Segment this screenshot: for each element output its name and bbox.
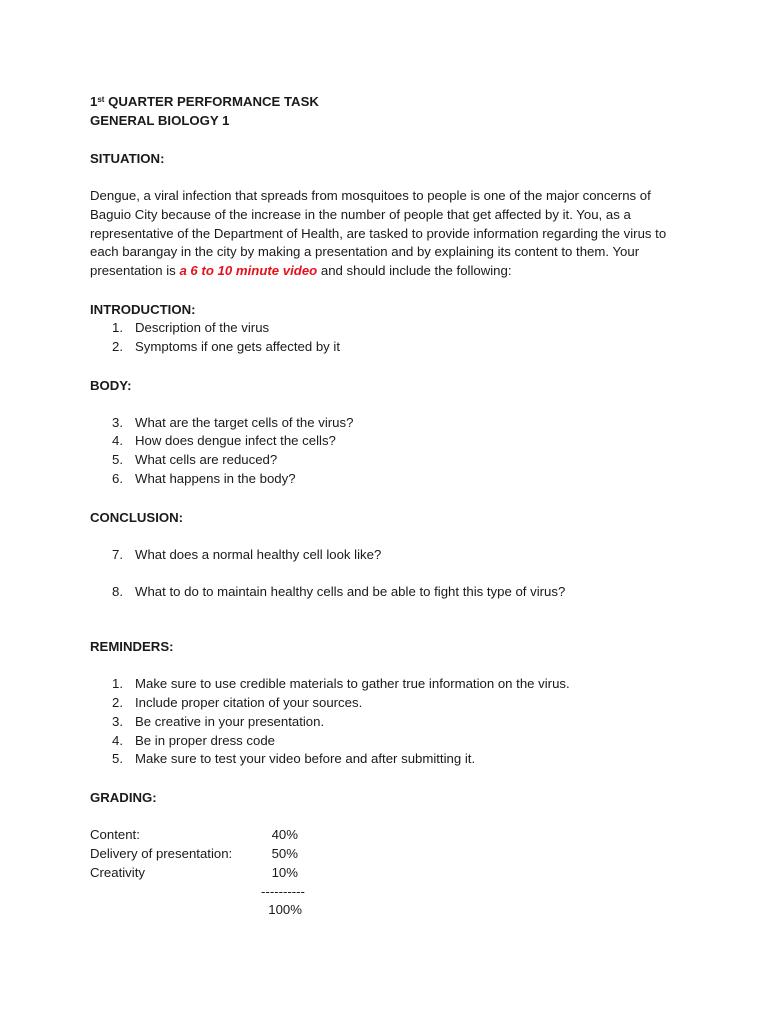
grading-heading: GRADING: <box>90 790 157 806</box>
grading-row <box>90 864 350 883</box>
item-number: 4. <box>112 732 123 748</box>
grading-row <box>90 826 350 845</box>
item-number: 1. <box>112 676 123 692</box>
situation-heading: SITUATION: <box>90 151 165 166</box>
item-text: What does a normal healthy cell look like? <box>135 546 382 562</box>
body-list <box>90 414 690 489</box>
body-heading: BODY: <box>90 377 132 393</box>
list-item <box>90 451 690 470</box>
item-number: 2. <box>112 694 123 710</box>
list-spacer <box>90 565 690 584</box>
situation-text-after: and should include the following: <box>317 263 512 279</box>
item-text: What are the target cells of the virus? <box>135 414 354 430</box>
title-prefix: 1 <box>90 94 98 109</box>
list-item <box>90 675 690 694</box>
list-item <box>90 319 690 338</box>
grading-row <box>90 845 350 864</box>
list-item <box>90 694 690 713</box>
introduction-heading: INTRODUCTION: <box>90 301 196 317</box>
list-item <box>90 583 690 602</box>
list-item <box>90 470 690 489</box>
situation-text-before: Dengue, a viral infection that spreads from mosquitoes to people is one of the major concerns of Baguio City because of the increase in the number of people that get affected by it. You, as a representative of the Department of Health, are tasked to provide information regarding the virus to each barangay in the city by making a presentation and by explaining its content to them. Your presentation is <box>90 188 667 279</box>
item-text: Include proper citation of your sources. <box>135 694 363 710</box>
document-content <box>90 92 690 920</box>
item-text: Be creative in your presentation. <box>135 713 325 729</box>
item-number: 5. <box>112 751 123 767</box>
item-text: Description of the virus <box>135 319 270 335</box>
grading-label: Content: <box>90 827 140 843</box>
list-item <box>90 750 690 769</box>
title-superscript: st <box>97 95 105 104</box>
grading-value: 50% <box>271 845 298 861</box>
item-text: Make sure to use credible materials to gather true information on the virus. <box>135 676 570 692</box>
item-text: How does dengue infect the cells? <box>135 433 336 449</box>
item-text: What to do to maintain healthy cells and be able to fight this type of virus? <box>135 584 566 600</box>
grading-separator: ---------- <box>261 883 305 899</box>
item-text: What happens in the body? <box>135 470 296 486</box>
title-rest: QUARTER PERFORMANCE TASK <box>104 94 319 109</box>
grading-label: Creativity <box>90 864 145 880</box>
item-number: 8. <box>112 584 123 600</box>
conclusion-heading: CONCLUSION: <box>90 509 184 525</box>
grading-value: 10% <box>271 864 298 880</box>
list-item <box>90 546 690 565</box>
grading-separator-row <box>90 883 350 902</box>
list-item <box>90 432 690 451</box>
item-text: Be in proper dress code <box>135 732 276 748</box>
grading-total-row <box>90 901 350 920</box>
reminders-list <box>90 675 690 769</box>
reminders-heading: REMINDERS: <box>90 639 174 655</box>
grading-total: 100% <box>268 902 302 918</box>
item-text: What cells are reduced? <box>135 452 278 468</box>
item-number: 4. <box>112 433 123 449</box>
grading-label: Delivery of presentation: <box>90 845 233 861</box>
situation-paragraph <box>90 187 685 281</box>
item-number: 3. <box>112 713 123 729</box>
item-text: Make sure to test your video before and after submitting it. <box>135 751 476 767</box>
item-number: 7. <box>112 546 123 562</box>
item-number: 5. <box>112 452 123 468</box>
item-number: 6. <box>112 470 123 486</box>
item-number: 2. <box>112 338 123 354</box>
list-item <box>90 732 690 751</box>
item-number: 3. <box>112 414 123 430</box>
item-number: 1. <box>112 319 123 335</box>
grading-value: 40% <box>271 827 298 843</box>
conclusion-list <box>90 546 690 602</box>
document-title <box>90 92 690 111</box>
list-item <box>90 338 690 357</box>
grading-table <box>90 826 350 920</box>
video-length-highlight: a 6 to 10 minute video <box>179 263 318 279</box>
item-text: Symptoms if one gets affected by it <box>135 338 340 354</box>
introduction-list <box>90 319 690 357</box>
list-item <box>90 713 690 732</box>
list-item <box>90 414 690 433</box>
document-subtitle: GENERAL BIOLOGY 1 <box>90 113 230 128</box>
